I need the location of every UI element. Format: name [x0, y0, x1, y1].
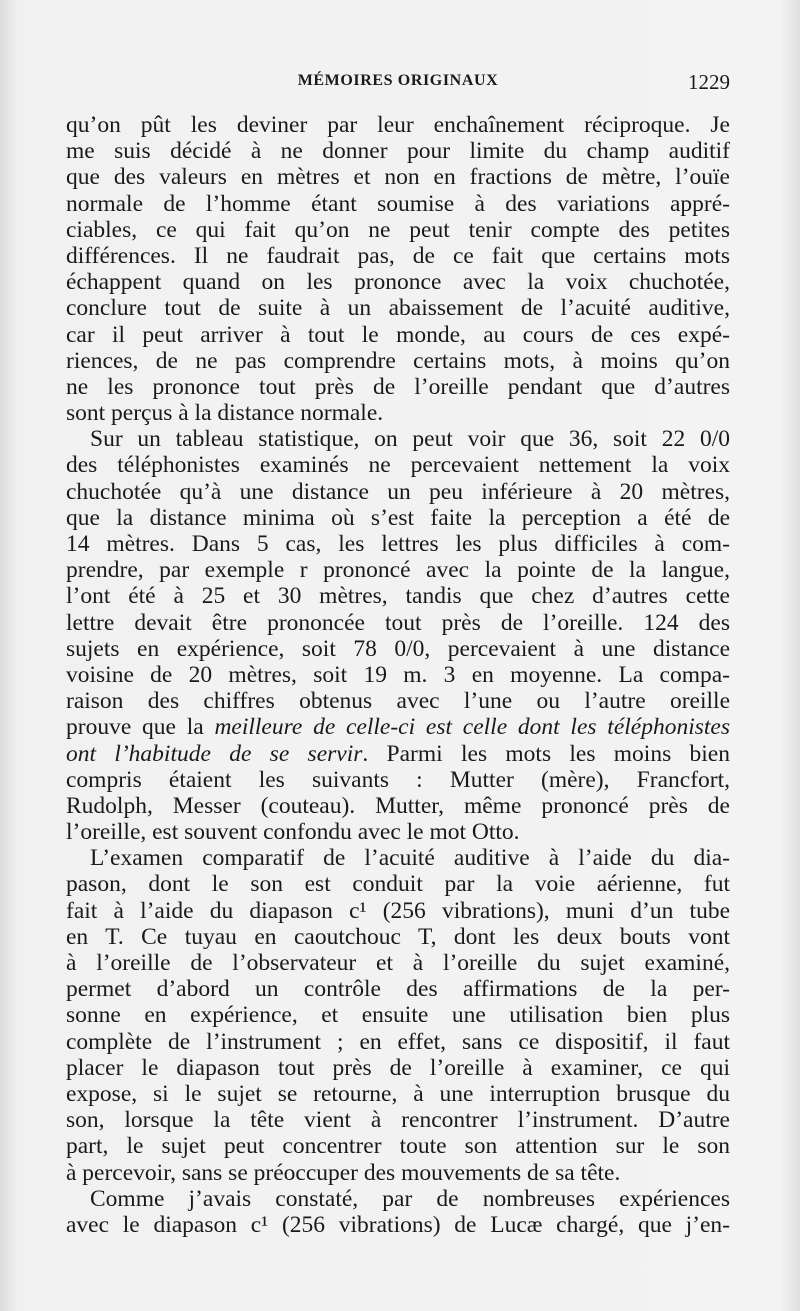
line-text: en T. Ce tuyau en caoutchouc T, dont les deux bouts vont: [66, 923, 730, 950]
text-line: [66, 191, 730, 217]
line-text: sujets en expérience, soit 78 0/0, percevaient à une distance: [66, 635, 730, 662]
text-line: [66, 1081, 730, 1107]
text-line: [66, 243, 730, 269]
text-line: [66, 714, 730, 740]
line-text: à percevoir, sans se préoccuper des mouvements de sa tête.: [66, 1159, 621, 1186]
text-line: [66, 1107, 730, 1133]
line-text: riences, de ne pas comprendre certains mots, à moins qu’on: [66, 347, 730, 374]
line-text: . Parmi les mots les moins bien: [362, 740, 730, 767]
text-line: [66, 898, 730, 924]
line-text: lettre devait être prononcée tout près de l’oreille. 124 des: [66, 609, 730, 636]
text-line: [66, 1186, 730, 1212]
line-text: ne les prononce tout près de l’oreille pendant que d’autres: [66, 373, 730, 400]
text-line: [66, 479, 730, 505]
line-text: sonne en expérience, et ensuite une utilisation bien plus: [66, 1002, 730, 1029]
italic-text: ont l’habitude de se servir: [66, 740, 363, 767]
line-text: sont perçus à la distance normale.: [66, 400, 384, 427]
line-text: raison des chiffres obtenus avec l’une ou l’autre oreille: [66, 688, 730, 715]
line-text: qu’on pût les deviner par leur enchaînement réciproque. Je: [66, 112, 730, 138]
line-text: fait à l’aide du diapason c¹ (256 vibrations), muni d’un tube: [66, 897, 730, 924]
text-line: [66, 1212, 730, 1238]
page-header: [66, 70, 730, 100]
text-line: [66, 138, 730, 164]
text-line: [66, 374, 730, 400]
line-text: prouve que la: [66, 714, 215, 741]
line-text: part, le sujet peut concentrer toute son attention sur le son: [66, 1133, 730, 1160]
text-line: [66, 112, 730, 138]
text-line: [66, 269, 730, 295]
text-line: [66, 610, 730, 636]
line-text: compris étaient les suivants : Mutter (mère), Francfort,: [66, 766, 730, 793]
line-text: son, lorsque la tête vient à rencontrer l’instrument. D’autre: [66, 1107, 730, 1134]
line-text: ciables, ce qui fait qu’on ne peut tenir compte des petites: [66, 216, 730, 243]
text-line: [66, 741, 730, 767]
text-line: [66, 452, 730, 478]
text-line: [66, 295, 730, 321]
line-text: l’oreille, est souvent confondu avec le mot Otto.: [66, 819, 520, 846]
text-line: [66, 400, 730, 426]
text-line: [66, 819, 730, 845]
line-text: différences. Il ne faudrait pas, de ce fait que certains mots: [66, 242, 730, 269]
text-line: [66, 845, 730, 871]
line-text: des téléphonistes examinés ne percevaient nettement la voix: [66, 452, 730, 479]
line-text: permet d’abord un contrôle des affirmations de la per-: [66, 976, 730, 1003]
text-line: [66, 976, 730, 1002]
line-text: L’examen comparatif de l’acuité auditive à l’aide du dia-: [90, 845, 730, 872]
line-text: voisine de 20 mètres, soit 19 m. 3 en moyenne. La compa-: [66, 661, 730, 688]
line-text: expose, si le sujet se retourne, à une interruption brusque du: [66, 1080, 730, 1107]
line-text: car il peut arriver à tout le monde, au cours de ces expé-: [66, 321, 730, 348]
line-text: 14 mètres. Dans 5 cas, les lettres les plus difficiles à com-: [66, 531, 730, 557]
line-text: que des valeurs en mètres et non en fractions de mètre, l’ouïe: [66, 164, 730, 191]
line-text: Sur un tableau statistique, on peut voir que 36, soit 22 0/0: [90, 426, 730, 453]
line-text: chuchotée qu’à une distance un peu inférieure à 20 mètres,: [66, 478, 730, 505]
line-text: pason, dont le son est conduit par la voie aérienne, fut: [66, 871, 730, 898]
line-text: complète de l’instrument ; en effet, sans ce dispositif, il faut: [66, 1028, 730, 1055]
line-text: à l’oreille de l’observateur et à l’oreille du sujet examiné,: [66, 950, 730, 976]
text-line: [66, 557, 730, 583]
line-text: Rudolph, Messer (couteau). Mutter, même prononcé près de: [66, 792, 730, 819]
text-line: [66, 583, 730, 609]
line-text: conclure tout de suite à un abaissement de l’acuité auditive,: [66, 295, 730, 322]
text-line: [66, 322, 730, 348]
line-text: prendre, par exemple r prononcé avec la pointe de la langue,: [66, 557, 730, 584]
page-number: 1229: [688, 70, 730, 94]
text-line: [66, 1002, 730, 1028]
text-line: [66, 505, 730, 531]
line-text: me suis décidé à ne donner pour limite du champ auditif: [66, 138, 730, 165]
line-text: Comme j’avais constaté, par de nombreuses expériences: [90, 1185, 730, 1212]
text-line: [66, 217, 730, 243]
text-line: [66, 426, 730, 452]
text-line: [66, 636, 730, 662]
line-text: avec le diapason c¹ (256 vibrations) de Lucæ chargé, que j’en-: [66, 1211, 730, 1238]
text-line: [66, 1029, 730, 1055]
text-line: [66, 348, 730, 374]
text-line: [66, 950, 730, 976]
text-line: [66, 531, 730, 557]
text-line: [66, 688, 730, 714]
line-text: l’ont été à 25 et 30 mètres, tandis que chez d’autres cette: [66, 583, 730, 610]
text-line: [66, 871, 730, 897]
text-line: [66, 1055, 730, 1081]
text-line: [66, 767, 730, 793]
line-text: que la distance minima où s’est faite la perception a été de: [66, 504, 730, 531]
line-text: normale de l’homme étant soumise à des variations appré-: [66, 190, 730, 217]
text-line: [66, 164, 730, 190]
text-line: [66, 1160, 730, 1186]
running-title: MÉMOIRES ORIGINAUX: [297, 72, 499, 89]
text-line: [66, 662, 730, 688]
text-line: [66, 793, 730, 819]
italic-text: meilleure de celle-ci est celle dont les téléphonistes: [214, 714, 730, 741]
text-line: [66, 1133, 730, 1159]
line-text: échappent quand on les prononce avec la voix chuchotée,: [66, 269, 730, 296]
text-line: [66, 924, 730, 950]
line-text: placer le diapason tout près de l’oreille à examiner, ce qui: [66, 1054, 730, 1081]
body-text: [66, 112, 730, 1238]
